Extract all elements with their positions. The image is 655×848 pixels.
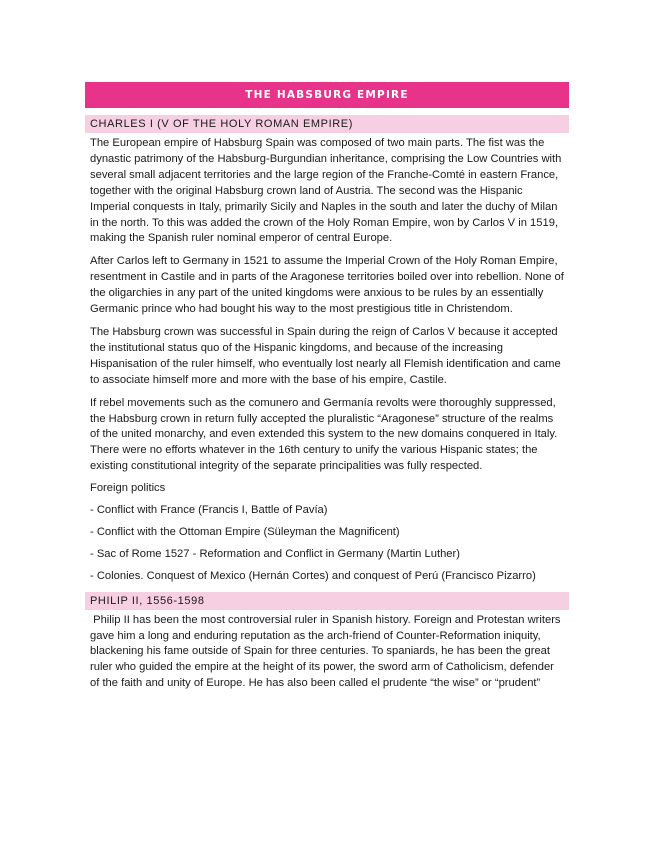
list-item: - Conflict with France (Francis I, Battle of Pavía) — [90, 504, 328, 517]
section-heading-philip: PHILIP II, 1556-1598 — [85, 592, 569, 610]
paragraph: The Habsburg crown was successful in Spain during the reign of Carlos V because it accepted the institutional status quo of the Hispanic kingdoms, and because of the increasing Hispanisation of the ruler himself, who eventually lost nearly all Flemish identification and came to associate himself more and more with the base of his empire, Castile. — [90, 325, 561, 386]
list-item: - Conflict with the Ottoman Empire (Süleyman the Magnificent) — [90, 525, 400, 538]
title-banner — [85, 82, 569, 108]
list-item: - Colonies. Conquest of Mexico (Hernán Cortes) and conquest of Perú (Francisco Pizarro) — [90, 569, 536, 582]
document-content — [85, 82, 569, 692]
paragraph: The European empire of Habsburg Spain was composed of two main parts. The fist was the dynastic patrimony of the Habsburg-Burgundian inheritance, comprising the Low Countries with several small adjacent territories and the large region of the Franche-Comté in eastern France, together with the original Habsburg crown land of Austria. The second was the Hispanic Imperial conquests in Italy, primarily Sicily and Naples in the south and later the duchy of Milan in the north. To this was added the crown of the Holy Roman Empire, won by Carlos V in 1519, making the Spanish ruler nominal emperor of central Europe. — [90, 137, 562, 245]
paragraph: After Carlos left to Germany in 1521 to assume the Imperial Crown of the Holy Roman Empire, resentment in Castile and in parts of the Aragonese territories boiled over into rebellion. None of the oligarchies in any part of the united kingdoms were anxious to be rules by an essentially Germanic prince who had bought his way to the most prestigious title in Christendom. — [90, 255, 564, 316]
list-item: - Sac of Rome 1527 - Reformation and Conflict in Germany (Martin Luther) — [90, 547, 460, 560]
section-heading-charles: CHARLES I (V OF THE HOLY ROMAN EMPIRE) — [85, 115, 569, 133]
document-title: THE HABSBURG EMPIRE — [245, 89, 409, 101]
foreign-politics-heading: Foreign politics — [90, 482, 166, 495]
paragraph: If rebel movements such as the comunero and Germanía revolts were thoroughly suppressed, the Habsburg crown in return fully accepted the pluralistic “Aragonese” structure of the realms of the united monarchy, and even extended this system to the new domains conquered in Italy. There were no efforts whatever in the 16th century to unify the various Hispanic states; the existing constitutional integrity of the separate principalities was fully respected. — [90, 396, 558, 473]
paragraph: Philip II has been the most controversial ruler in Spanish history. Foreign and Protestan writers gave him a long and enduring reputation as the arch-friend of Counter-Reformation iniquity, blackening his fame outside of Spain for three centuries. To spaniards, he has been the great ruler who guided the empire at the height of its power, the sword arm of Catholicism, defender of the faith and unity of Europe. He has also been called el prudente “the wise” or “prudent” — [90, 613, 564, 690]
